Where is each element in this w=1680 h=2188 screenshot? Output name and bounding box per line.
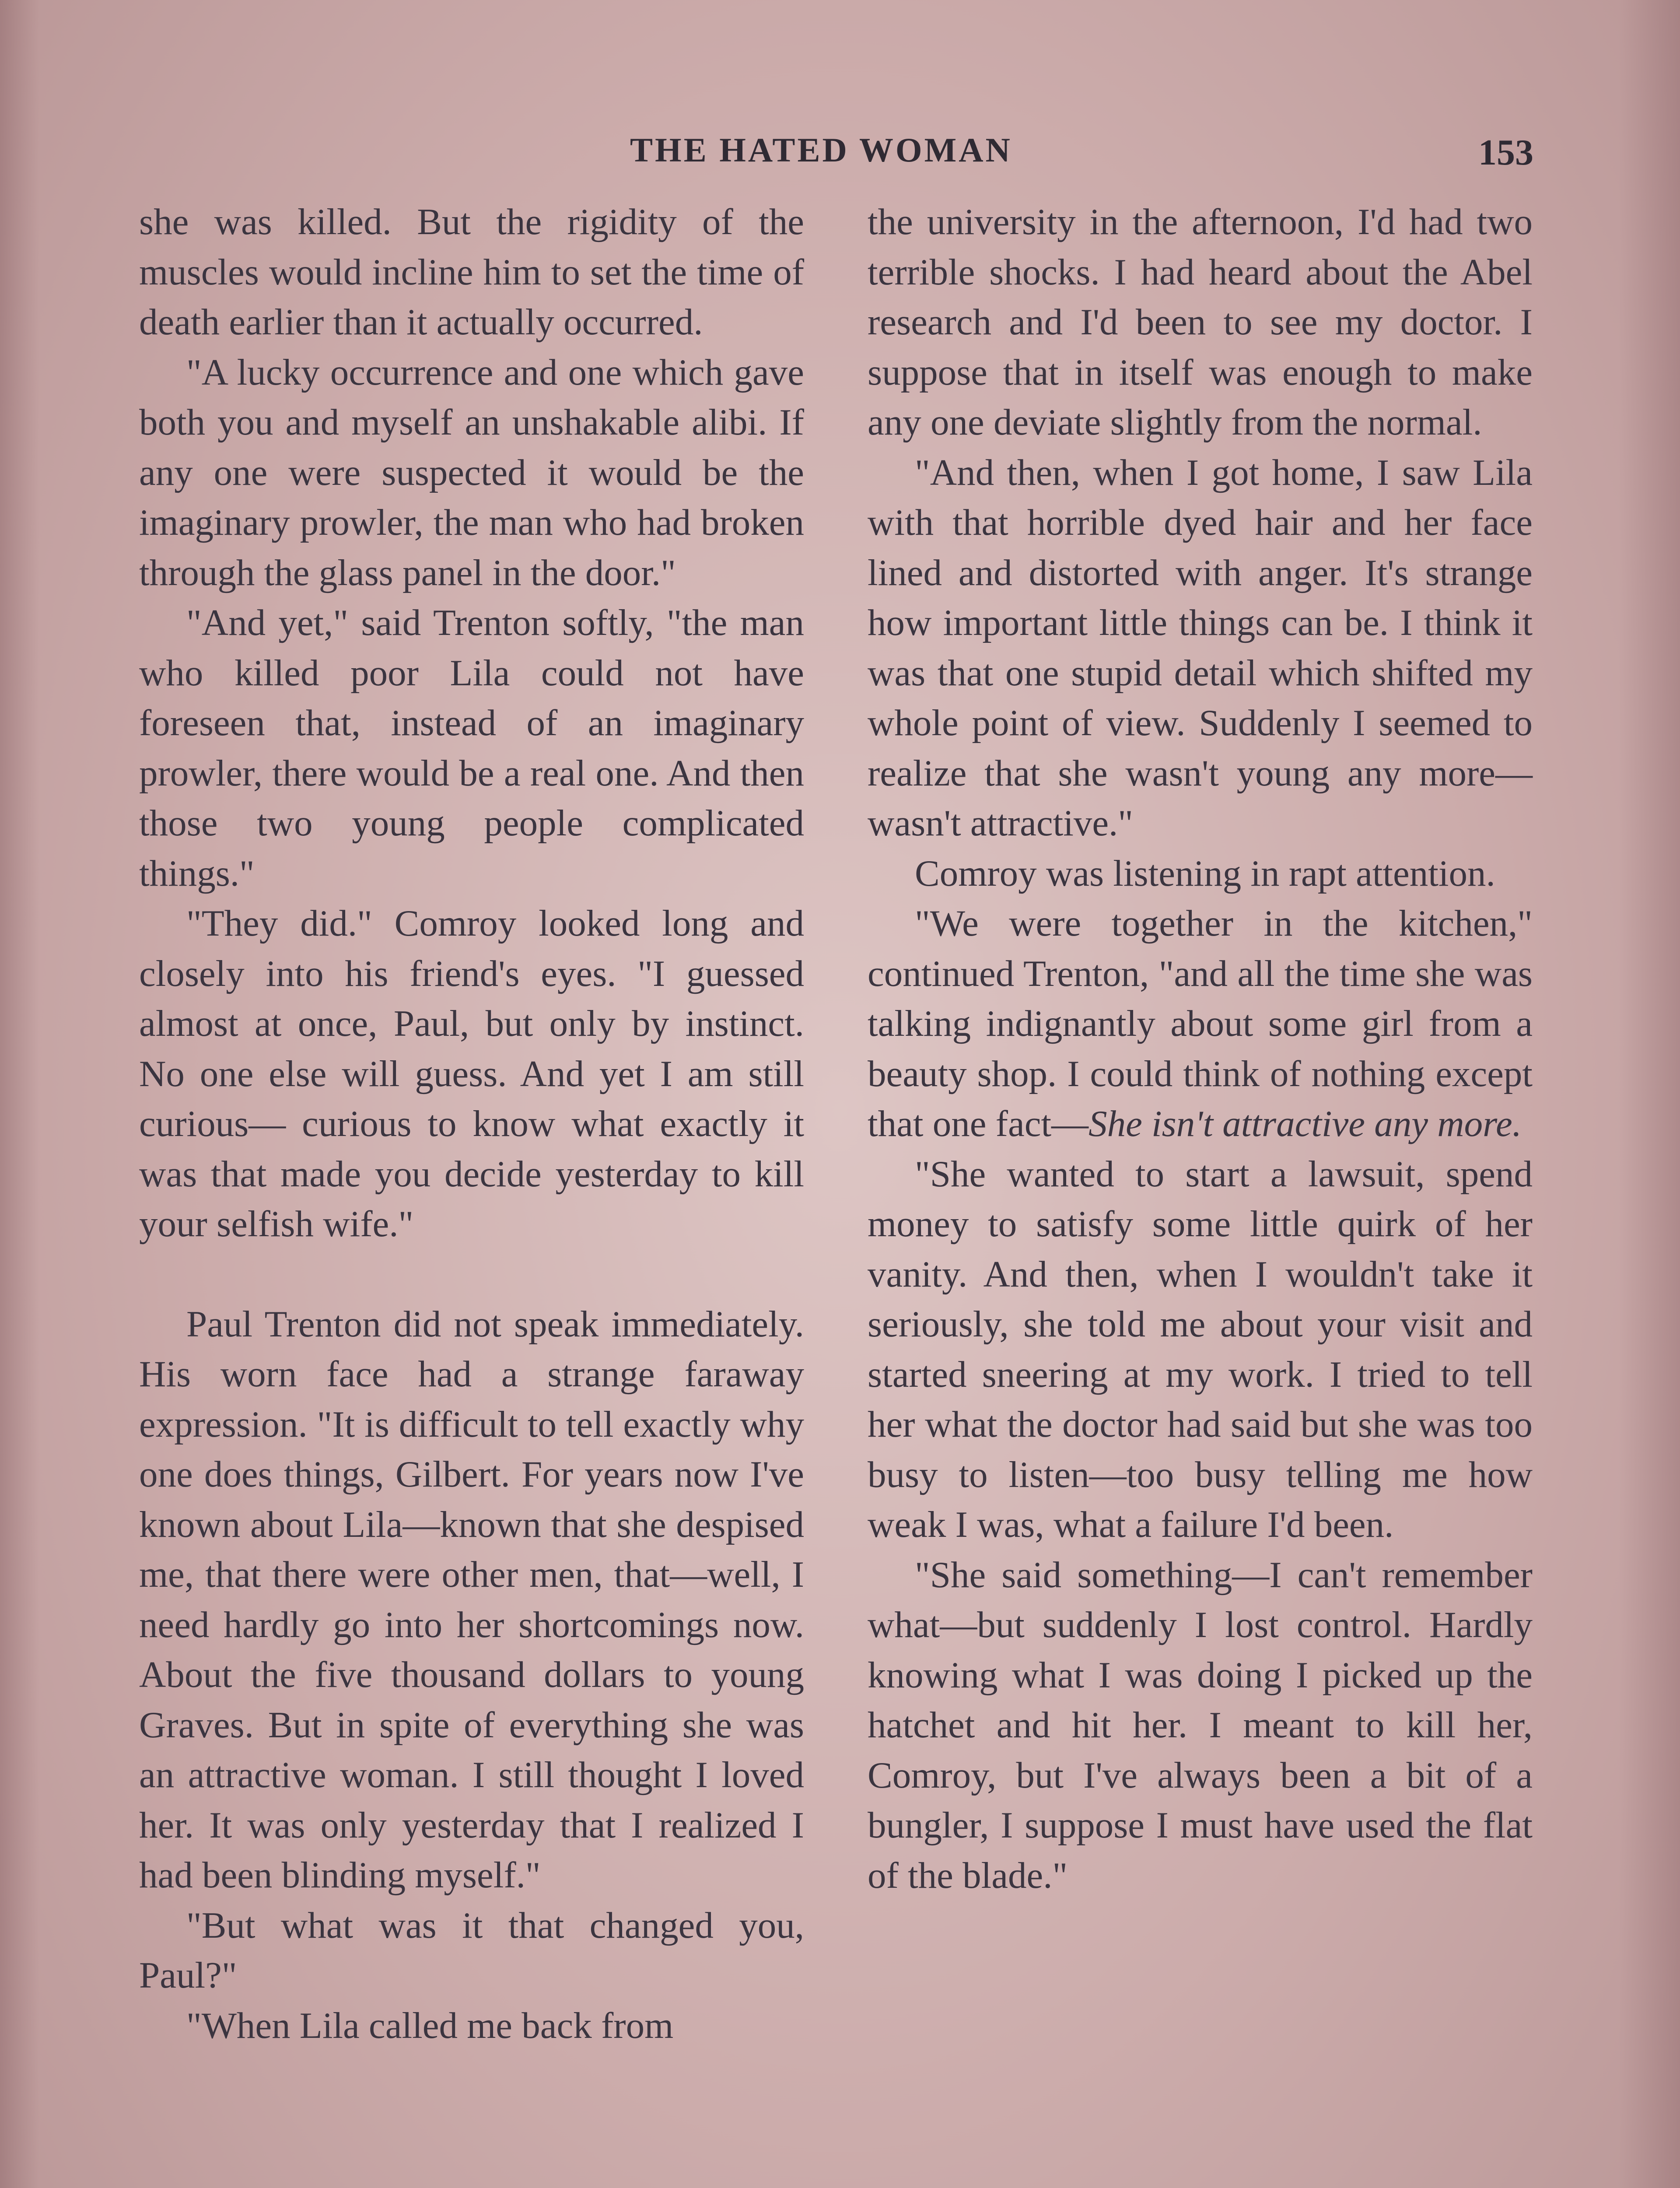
paragraph: "But what was it that changed you, Paul?" bbox=[139, 1904, 804, 1996]
paragraph: "She said something—I can't remember what—but suddenly I lost control. Hardly knowing what I was doing I picked up the hatchet and hit her. I meant to kill her, Comroy, but I've always been a bit of a bungler, I suppose I must have used the flat of the blade." bbox=[868, 1554, 1533, 1896]
paragraph: she was killed. But the rigidity of the muscles would incline him to set the time of death earlier than it actually occurred. bbox=[139, 201, 804, 343]
italic-emphasis: She isn't attractive any more. bbox=[1088, 1103, 1522, 1144]
paragraph: "And yet," said Trenton softly, "the man who killed poor Lila could not have foreseen that, instead of an imaginary prowler, there would be a real one. And then those two young people complicated things." bbox=[139, 602, 804, 894]
paragraph: "She wanted to start a lawsuit, spend money to satisfy some little quirk of her vanity. And then, when I wouldn't take it seriously, she told me about your visit and started sneering at my work. I tried to tell her what the doctor had said but she was too busy to listen—too busy telling me how weak I was, what a failure I'd been. bbox=[868, 1153, 1533, 1545]
paragraph-text: "We were together in the kitchen," continued Trenton, "and all the time she was talking indignantly about some girl from a beauty shop. I could think of nothing except that one fact— bbox=[868, 903, 1533, 1144]
running-head: THE HATED WOMAN bbox=[630, 131, 1012, 169]
paragraph: "A lucky occurrence and one which gave both you and myself an unshakable alibi. If any one were suspected it would be the imaginary prowler, the man who had broken through the glass panel in the door." bbox=[139, 351, 804, 593]
paragraph bbox=[868, 898, 1533, 1149]
paragraph: "They did." Comroy looked long and closely into his friend's eyes. "I guessed almost at once, Paul, but only by instinct. No one else will guess. And yet I am still curious— curious to know what exactly it was that made you decide yesterday to kill your selfish wife." bbox=[139, 903, 804, 1245]
left-column bbox=[139, 197, 804, 2051]
right-column bbox=[868, 197, 1533, 1900]
paragraph: the university in the afternoon, I'd had two terrible shocks. I had heard about the Abel research and I'd been to see my doctor. I suppose that in itself was enough to make any one deviate slightly from the normal. bbox=[868, 201, 1533, 443]
paragraph: Paul Trenton did not speak immediately. His worn face had a strange faraway expression. "It is difficult to tell exactly why one does things, Gilbert. For years now I've known about Lila—known that she despised me, that there were other men, that—well, I need hardly go into her shortcomings now. About the five thousand dollars to young Graves. But in spite of everything she was an attractive woman. I still thought I loved her. It was only yesterday that I realized I had been blinding myself." bbox=[139, 1303, 804, 1896]
paragraph: "And then, when I got home, I saw Lila with that horrible dyed hair and her face lined and distorted with anger. It's strange how important little things can be. I think it was that one stupid detail which shifted my whole point of view. Suddenly I seemed to realize that she wasn't young any more—wasn't attractive." bbox=[868, 452, 1533, 844]
page-number: 153 bbox=[1478, 132, 1533, 173]
page-shadow-left bbox=[0, 0, 39, 2188]
paragraph: "When Lila called me back from bbox=[186, 2005, 674, 2046]
paragraph: Comroy was listening in rapt attention. bbox=[915, 852, 1495, 894]
page-shadow-right bbox=[1619, 0, 1680, 2188]
